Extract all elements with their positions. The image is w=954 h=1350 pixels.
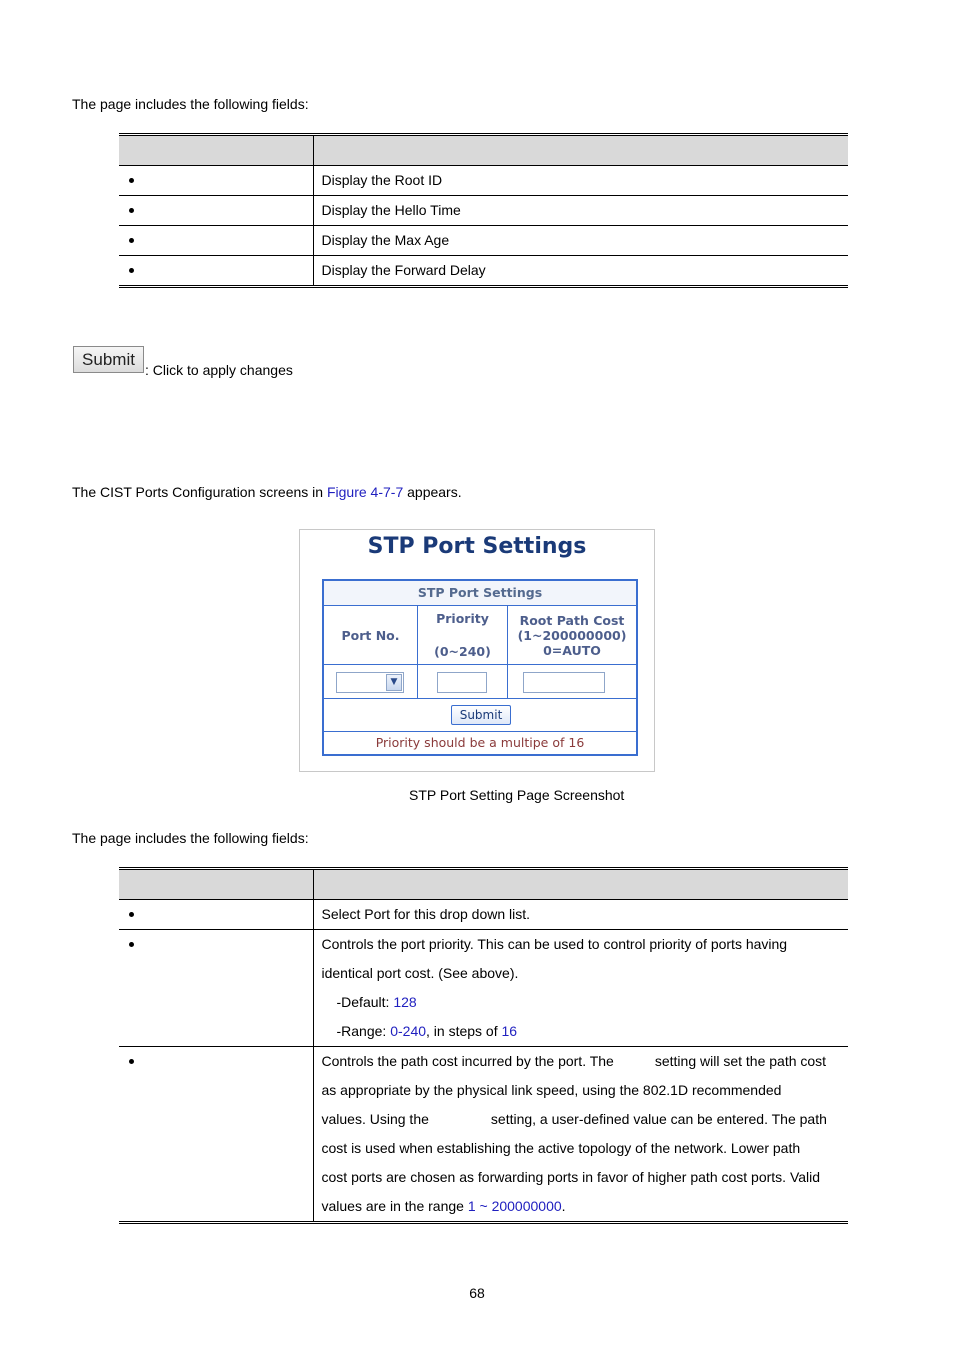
range-mid: , in steps of [426,1023,502,1039]
col-priority-range: (0~240) [434,644,491,659]
table-row [119,256,848,287]
cost-range-value: 1 ~ 200000000 [467,1198,562,1214]
intro-text: The page includes the following fields: [72,96,309,112]
field-description: Display the Root ID [321,172,443,188]
field-description: Display the Forward Delay [321,262,486,278]
range-label: -Range: [336,1023,391,1039]
bullet-icon [129,238,134,243]
text-fragment: values. Using the [321,1111,429,1127]
figure-link[interactable]: Figure 4-7-7 [326,484,404,500]
text-fragment: setting, a user-defined value can be entered. The path [490,1111,827,1127]
field-description: cost ports are chosen as forwarding ports in favor of higher path cost ports. Valid [321,1169,821,1185]
text-fragment: setting will set the path cost [654,1053,827,1069]
bullet-icon [129,268,134,273]
text-fragment: Controls the path cost incurred by the port. The [321,1053,614,1069]
field-description [322,1047,849,1076]
stp-settings-table [322,579,638,756]
submit-button[interactable]: Submit [451,705,511,725]
path-cost-input[interactable] [523,672,605,693]
cist-text-after: appears. [403,484,462,500]
field-description [322,1105,849,1134]
priority-input[interactable] [437,672,487,693]
submit-description: : Click to apply changes [145,362,293,378]
stp-input-row [324,665,636,699]
bullet-icon [129,208,134,213]
field-description: Display the Max Age [321,232,450,248]
screenshot-title: STP Port Settings [367,534,587,559]
figure-caption: STP Port Setting Page Screenshot [409,787,625,803]
bullet-icon [129,1059,134,1064]
text-fragment: . [561,1198,566,1214]
chevron-down-icon[interactable]: ▼ [386,674,402,691]
default-label: -Default: [336,994,394,1010]
field-description: as appropriate by the physical link speed, using the 802.1D recommended [321,1082,782,1098]
field-description: cost is used when establishing the active topology of the network. Lower path [321,1140,801,1156]
col-cost-auto: 0=AUTO [543,643,601,658]
range-step: 16 [501,1023,518,1039]
fields-table-1 [119,133,848,288]
default-value: 128 [393,994,417,1010]
fields-table-2 [119,867,848,1224]
table-row [119,900,848,930]
field-description [322,1192,849,1221]
table-header-row [119,135,848,166]
stp-port-settings-screenshot [299,529,655,772]
stp-table-header: STP Port Settings [324,581,636,606]
intro-text-2: The page includes the following fields: [72,830,309,846]
text-fragment: values are in the range [321,1198,468,1214]
table-row [119,226,848,256]
col-priority [418,606,508,664]
table-row [119,166,848,196]
submit-button-image: Submit [73,346,144,373]
field-description: identical port cost. (See above). [321,965,519,981]
col-priority-label: Priority [436,611,489,626]
cist-sentence [72,484,462,500]
port-select[interactable] [336,672,404,693]
priority-note: Priority should be a multipe of 16 [375,735,585,750]
col-cost-label: Root Path Cost [519,613,625,628]
table-row [119,1047,848,1223]
field-description: Controls the port priority. This can be used to control priority of ports having [321,936,788,952]
range-value-line [322,1017,849,1046]
default-value-line [322,988,849,1017]
col-port-no: Port No. [324,606,418,664]
table-row [119,930,848,1047]
page-number: 68 [469,1285,485,1301]
col-cost-range: (1~200000000) [517,628,627,643]
field-description: Display the Hello Time [321,202,461,218]
field-description: Select Port for this drop down list. [321,906,531,922]
bullet-icon [129,942,134,947]
col-root-path-cost [508,606,636,664]
cist-text-before: The CIST Ports Configuration screens in [72,484,327,500]
stp-submit-row [324,699,636,732]
bullet-icon [129,178,134,183]
table-header-row [119,869,848,900]
range-value: 0-240 [390,1023,427,1039]
stp-column-headers [324,606,636,665]
table-row [119,196,848,226]
bullet-icon [129,912,134,917]
